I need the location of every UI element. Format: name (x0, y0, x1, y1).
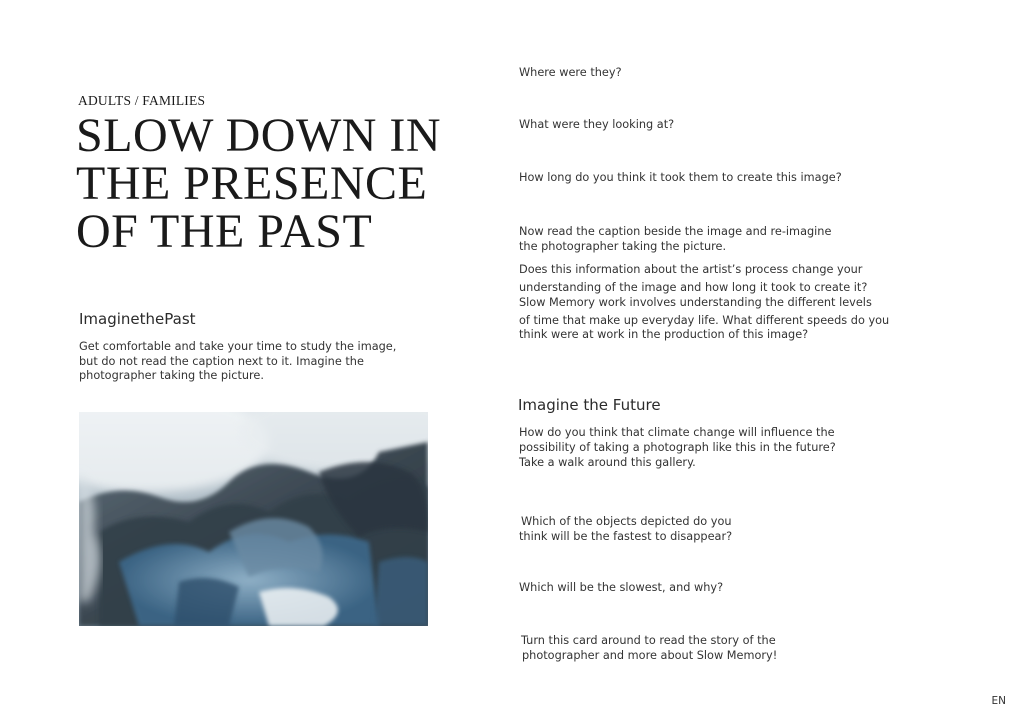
title-line: SLOW DOWN IN (76, 109, 442, 162)
body-line: Does this information about the artist’s process change your (519, 263, 863, 276)
body-line: possibility of taking a photograph like this in the future? (519, 440, 836, 454)
body-line: but do not read the caption next to it. Imagine the (79, 354, 364, 368)
body-line: Slow Memory work involves understanding the different levels (519, 296, 872, 309)
question-process-change (519, 261, 867, 296)
body-line: Turn this card around to read the story of the (521, 634, 776, 647)
title-line: OF THE PAST (76, 205, 373, 258)
body-line: photographer taking the picture. (79, 369, 264, 382)
body-line: photographer and more about Slow Memory! (522, 648, 778, 662)
body-line: the photographer taking the picture. (519, 239, 727, 253)
imagine-future-heading: Imagine the Future (518, 396, 661, 414)
body-line: Now read the caption beside the image and re-imagine (519, 225, 832, 238)
imagine-future-body (519, 426, 836, 471)
body-line: understanding of the image and how long it took to create it? (519, 280, 868, 294)
page-title (76, 109, 476, 258)
audience-label: ADULTS / FAMILIES (78, 93, 206, 108)
question-fastest (519, 515, 732, 544)
question-where (519, 66, 622, 81)
question-slowest (519, 581, 723, 596)
question-looking-at (519, 118, 674, 133)
question-slow-memory (519, 296, 889, 343)
body-line: Which will be the slowest, and why? (519, 581, 724, 594)
closing-text (520, 634, 777, 663)
body-line: of time that make up everyday life. What different speeds do you (519, 313, 890, 327)
body-line: How long do you think it took them to create this image? (519, 171, 842, 184)
body-line: think will be the fastest to disappear? (519, 529, 733, 543)
title-line: THE PRESENCE (76, 157, 428, 210)
body-line: think were at work in the production of this image? (519, 328, 809, 341)
body-line: How do you think that climate change will influence the (519, 426, 835, 439)
body-line: Where were they? (519, 66, 622, 79)
glacier-photo (79, 412, 428, 626)
imagine-past-body (79, 340, 396, 384)
question-how-long (519, 171, 842, 186)
body-line: Take a walk around this gallery. (519, 456, 696, 469)
body-line: What were they looking at? (519, 118, 675, 131)
question-read-caption (519, 225, 831, 254)
language-indicator: EN (991, 695, 1006, 707)
imagine-past-heading: ImaginethePast (79, 310, 196, 328)
body-line: Which of the objects depicted do you (521, 515, 732, 528)
body-line: Get comfortable and take your time to study the image, (79, 340, 397, 353)
